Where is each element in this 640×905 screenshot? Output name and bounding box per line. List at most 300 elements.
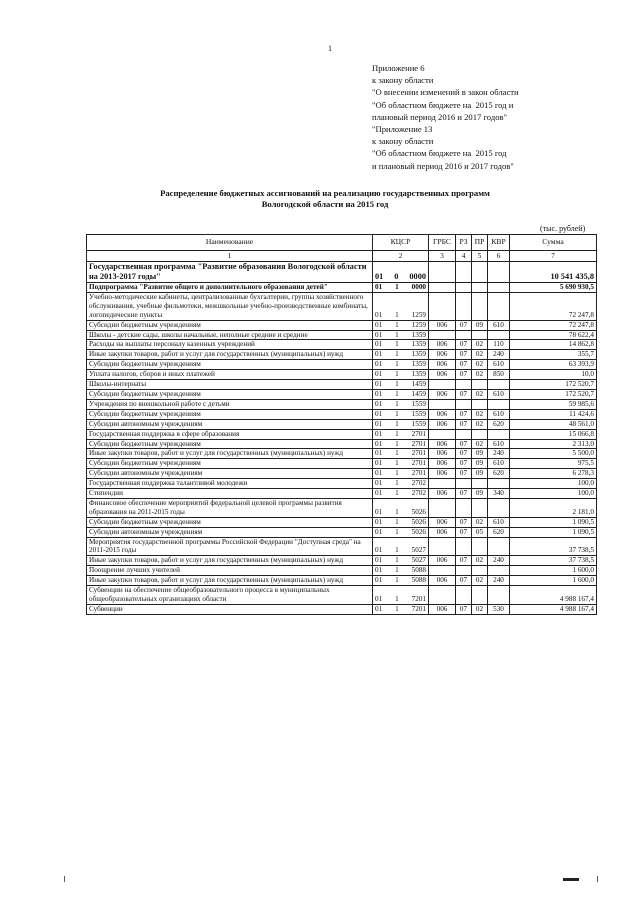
kcsr-code: [375, 595, 426, 604]
row-kvr: 620: [488, 527, 510, 537]
kcsr-part: 1: [395, 604, 399, 613]
row-rz: [456, 479, 472, 489]
kcsr-code: [375, 479, 426, 488]
row-pr: [472, 537, 488, 556]
row-pr: 02: [472, 389, 488, 399]
kcsr-part: 1: [395, 350, 399, 359]
row-name: Учреждения по внешкольной работе с детьми: [87, 399, 373, 409]
kcsr-part: 0000: [411, 283, 426, 291]
row-kvr: 620: [488, 469, 510, 479]
kcsr-code: [375, 508, 426, 517]
kcsr-code: [375, 605, 426, 614]
kcsr-part: 1359: [411, 370, 426, 379]
row-rz: 07: [456, 517, 472, 527]
kcsr-code: [375, 400, 426, 409]
row-pr: [472, 479, 488, 489]
row-grbs: [429, 498, 456, 517]
row-grbs: 006: [429, 527, 456, 537]
row-pr: 02: [472, 439, 488, 449]
row-kvr: [488, 498, 510, 517]
kcsr-part: 2701: [411, 449, 426, 458]
kcsr-part: 1: [395, 419, 399, 428]
row-kcsr: [373, 459, 429, 469]
row-pr: [472, 566, 488, 576]
row-name: Субсидии бюджетным учреждениям: [87, 389, 373, 399]
row-sum: 172 520,7: [510, 389, 597, 399]
row-kvr: [488, 537, 510, 556]
row-sum: 10,0: [510, 370, 597, 380]
table-header-row: [87, 235, 597, 251]
table-row: [87, 517, 597, 527]
table-row: [87, 283, 597, 293]
kcsr-part: 1: [395, 507, 399, 516]
row-kvr: [488, 380, 510, 390]
row-grbs: 006: [429, 459, 456, 469]
row-name: Государственная поддержка в сфере образования: [87, 429, 373, 439]
row-rz: [456, 330, 472, 340]
kcsr-part: 1: [395, 330, 399, 339]
row-rz: 07: [456, 527, 472, 537]
table-row: [87, 439, 597, 449]
row-kcsr: [373, 419, 429, 429]
row-pr: 09: [472, 449, 488, 459]
scan-mark: [597, 876, 598, 882]
row-name: Стипендии: [87, 489, 373, 499]
row-name: Уплата налогов, сборов и иных платежей: [87, 370, 373, 380]
kcsr-part: 2702: [411, 489, 426, 498]
row-name: Финансовое обеспечение мероприятий федеральной целевой программы развития образования на 2011-2015 годы: [87, 498, 373, 517]
row-kvr: [488, 283, 510, 293]
row-name: Иные закупки товаров, работ и услуг для государственных (муниципальных) нужд: [87, 350, 373, 360]
kcsr-code: [375, 449, 426, 458]
appendix-line: и плановый период 2016 и 2017 годов": [372, 160, 514, 171]
row-kcsr: [373, 604, 429, 614]
kcsr-part: 01: [375, 370, 383, 379]
kcsr-code: [375, 459, 426, 468]
table-row: [87, 556, 597, 566]
kcsr-part: 01: [375, 380, 383, 389]
row-pr: 09: [472, 320, 488, 330]
row-pr: [472, 586, 488, 605]
kcsr-part: 1: [395, 310, 399, 319]
kcsr-part: 01: [375, 340, 383, 349]
kcsr-part: 1: [395, 389, 399, 398]
table-row: [87, 409, 597, 419]
row-pr: [472, 498, 488, 517]
kcsr-code: [375, 576, 426, 585]
row-pr: 09: [472, 469, 488, 479]
row-name: Субсидии автономным учреждениям: [87, 419, 373, 429]
kcsr-part: 2701: [411, 439, 426, 448]
row-pr: 05: [472, 527, 488, 537]
scan-mark: [64, 876, 65, 882]
row-name: Школы - детские сады, школы начальные, неполные средние и средние: [87, 330, 373, 340]
row-sum: 5 500,0: [510, 449, 597, 459]
kcsr-part: 5026: [411, 517, 426, 526]
header-rz: РЗ: [456, 235, 472, 251]
header-kvr: КВР: [488, 235, 510, 251]
column-numbers-row: [87, 251, 597, 262]
table-row: [87, 459, 597, 469]
column-number: 4: [456, 251, 472, 262]
row-pr: 09: [472, 489, 488, 499]
appendix-line: к закону области: [372, 136, 434, 147]
row-name: Субсидии бюджетным учреждениям: [87, 320, 373, 330]
row-name: Субсидии бюджетным учреждениям: [87, 409, 373, 419]
row-name: Государственная поддержка талантливой молодежи: [87, 479, 373, 489]
row-rz: 07: [456, 439, 472, 449]
row-kcsr: [373, 399, 429, 409]
row-sum: 15 066,8: [510, 429, 597, 439]
row-grbs: 006: [429, 360, 456, 370]
row-kcsr: [373, 489, 429, 499]
row-sum: 172 520,7: [510, 380, 597, 390]
row-rz: 07: [456, 459, 472, 469]
row-kvr: 240: [488, 576, 510, 586]
row-pr: [472, 330, 488, 340]
kcsr-code: [375, 440, 426, 449]
row-name: Субсидии бюджетным учреждениям: [87, 439, 373, 449]
kcsr-part: 1559: [411, 399, 426, 408]
row-kcsr: [373, 370, 429, 380]
row-rz: 07: [456, 469, 472, 479]
kcsr-code: [375, 390, 426, 399]
row-kcsr: [373, 350, 429, 360]
row-kvr: 610: [488, 409, 510, 419]
row-grbs: 006: [429, 350, 456, 360]
appendix-line: "Об областном бюджете на 2015 год и: [372, 99, 514, 110]
row-kcsr: [373, 479, 429, 489]
table-row: [87, 469, 597, 479]
row-pr: 02: [472, 419, 488, 429]
row-pr: [472, 429, 488, 439]
row-kvr: 110: [488, 340, 510, 350]
kcsr-code: [375, 546, 426, 555]
row-grbs: [429, 292, 456, 320]
row-grbs: 006: [429, 340, 456, 350]
appendix-line: к закону области: [372, 75, 434, 86]
row-kcsr: [373, 320, 429, 330]
row-name: Подпрограмма "Развитие общего и дополнительного образования детей": [87, 283, 373, 293]
row-rz: 07: [456, 370, 472, 380]
row-sum: 48 561,0: [510, 419, 597, 429]
kcsr-part: 5026: [411, 507, 426, 516]
row-pr: 02: [472, 360, 488, 370]
row-grbs: 006: [429, 517, 456, 527]
row-name: Субсидии автономным учреждениям: [87, 469, 373, 479]
kcsr-part: 01: [375, 469, 383, 478]
row-sum: 72 247,8: [510, 320, 597, 330]
row-grbs: 006: [429, 576, 456, 586]
kcsr-part: 01: [375, 517, 383, 526]
row-sum: 975,5: [510, 459, 597, 469]
row-name: Субсидии автономным учреждениям: [87, 527, 373, 537]
row-rz: 07: [456, 419, 472, 429]
row-pr: 09: [472, 459, 488, 469]
row-sum: 72 247,8: [510, 292, 597, 320]
row-grbs: [429, 537, 456, 556]
row-rz: [456, 566, 472, 576]
row-kvr: 850: [488, 370, 510, 380]
row-grbs: [429, 429, 456, 439]
row-pr: 02: [472, 604, 488, 614]
row-kvr: [488, 262, 510, 283]
row-kvr: 620: [488, 419, 510, 429]
column-number: 6: [488, 251, 510, 262]
row-sum: 1 600,0: [510, 576, 597, 586]
kcsr-part: 1: [395, 489, 399, 498]
row-kcsr: [373, 586, 429, 605]
title-line-1: Распределение бюджетных ассигнований на реализацию государственных программ: [160, 188, 490, 198]
row-rz: 07: [456, 409, 472, 419]
kcsr-part: 01: [375, 546, 383, 555]
table-row: [87, 350, 597, 360]
kcsr-part: 0000: [409, 272, 426, 281]
kcsr-code: [375, 283, 426, 292]
kcsr-part: 1: [395, 566, 399, 575]
title-line-2: Вологодской области на 2015 год: [261, 199, 389, 209]
row-sum: 59 985,6: [510, 399, 597, 409]
kcsr-code: [375, 566, 426, 575]
row-grbs: [429, 399, 456, 409]
row-name: Государственная программа "Развитие образования Вологодской области на 2013-2017 годы": [87, 262, 373, 283]
kcsr-part: 2701: [411, 459, 426, 468]
kcsr-part: 01: [375, 479, 383, 488]
table-row: [87, 320, 597, 330]
row-kvr: 610: [488, 360, 510, 370]
row-kcsr: [373, 556, 429, 566]
appendix-line: плановый период 2016 и 2017 годов": [372, 111, 508, 122]
row-rz: [456, 283, 472, 293]
row-rz: [456, 292, 472, 320]
row-kcsr: [373, 409, 429, 419]
table-row: [87, 449, 597, 459]
row-name: Мероприятия государственной программы Российской Федерации "Доступная среда" на 2011-2015 годы: [87, 537, 373, 556]
kcsr-code: [375, 350, 426, 359]
kcsr-code: [375, 340, 426, 349]
row-rz: [456, 498, 472, 517]
kcsr-part: 5088: [411, 576, 426, 585]
row-name: Субсидии бюджетным учреждениям: [87, 459, 373, 469]
row-grbs: 006: [429, 320, 456, 330]
row-pr: 02: [472, 576, 488, 586]
kcsr-part: 1359: [411, 330, 426, 339]
table-row: [87, 419, 597, 429]
table-row: [87, 489, 597, 499]
row-kvr: 340: [488, 489, 510, 499]
kcsr-part: 1: [395, 360, 399, 369]
row-sum: 11 424,6: [510, 409, 597, 419]
kcsr-code: [375, 430, 426, 439]
kcsr-part: 1359: [411, 340, 426, 349]
row-grbs: 006: [429, 469, 456, 479]
kcsr-part: 1: [395, 439, 399, 448]
kcsr-part: 1: [395, 479, 399, 488]
row-grbs: 006: [429, 449, 456, 459]
kcsr-part: 1: [395, 429, 399, 438]
table-row: [87, 604, 597, 614]
row-kvr: 530: [488, 604, 510, 614]
row-rz: 07: [456, 489, 472, 499]
kcsr-part: 0: [394, 272, 399, 281]
row-rz: 07: [456, 576, 472, 586]
budget-table: [86, 234, 597, 615]
row-name: Субвенции на обеспечение общеобразовательного процесса в муниципальных общеобразовательных организациях области: [87, 586, 373, 605]
kcsr-code: [375, 410, 426, 419]
kcsr-part: 01: [375, 283, 383, 291]
row-rz: [456, 380, 472, 390]
row-grbs: 006: [429, 489, 456, 499]
table-row: [87, 380, 597, 390]
kcsr-part: 5088: [411, 566, 426, 575]
row-pr: 02: [472, 409, 488, 419]
column-number: 3: [429, 251, 456, 262]
row-sum: 14 862,8: [510, 340, 597, 350]
header-kcsr: КЦСР: [373, 235, 429, 251]
row-kvr: 610: [488, 517, 510, 527]
row-sum: 63 393,9: [510, 360, 597, 370]
row-rz: 07: [456, 340, 472, 350]
row-kvr: [488, 566, 510, 576]
row-name: Расходы на выплаты персоналу казенных учреждений: [87, 340, 373, 350]
row-rz: [456, 429, 472, 439]
row-kcsr: [373, 389, 429, 399]
row-kcsr: [373, 283, 429, 293]
row-grbs: 006: [429, 409, 456, 419]
barcode-mark: [563, 878, 579, 881]
row-kvr: 240: [488, 556, 510, 566]
table-row: [87, 479, 597, 489]
kcsr-code: [375, 518, 426, 527]
kcsr-part: 01: [375, 399, 383, 408]
kcsr-part: 1: [395, 517, 399, 526]
table-row: [87, 576, 597, 586]
row-kvr: [488, 330, 510, 340]
kcsr-part: 01: [375, 310, 383, 319]
row-kcsr: [373, 566, 429, 576]
row-rz: [456, 399, 472, 409]
kcsr-part: 1: [395, 380, 399, 389]
row-kcsr: [373, 469, 429, 479]
row-grbs: [429, 262, 456, 283]
row-pr: [472, 283, 488, 293]
row-rz: 07: [456, 360, 472, 370]
row-name: Поощрение лучших учителей: [87, 566, 373, 576]
kcsr-part: 1: [395, 459, 399, 468]
row-rz: 07: [456, 449, 472, 459]
kcsr-code: [375, 311, 426, 320]
row-grbs: 006: [429, 419, 456, 429]
column-number: 1: [87, 251, 373, 262]
table-row: [87, 429, 597, 439]
row-kcsr: [373, 449, 429, 459]
table-row: [87, 262, 597, 283]
row-grbs: 006: [429, 439, 456, 449]
row-kvr: 610: [488, 439, 510, 449]
kcsr-part: 1: [395, 576, 399, 585]
row-kvr: 240: [488, 449, 510, 459]
kcsr-part: 1259: [411, 320, 426, 329]
kcsr-code: [375, 528, 426, 537]
kcsr-part: 01: [375, 419, 383, 428]
kcsr-code: [375, 420, 426, 429]
appendix-reference: [372, 62, 519, 172]
kcsr-part: 01: [375, 360, 383, 369]
row-kcsr: [373, 429, 429, 439]
row-kvr: 610: [488, 320, 510, 330]
row-grbs: [429, 566, 456, 576]
row-name: Учебно-методические кабинеты, централизованные бухгалтерии, группы хозяйственного обслуживания, учебные фильмотеки, межшкольные учебно-производственные комбинаты, логопедические пункты: [87, 292, 373, 320]
kcsr-code: [375, 331, 426, 340]
kcsr-part: 1259: [411, 310, 426, 319]
row-grbs: [429, 283, 456, 293]
table-row: [87, 389, 597, 399]
kcsr-part: 1: [395, 469, 399, 478]
table-row: [87, 586, 597, 605]
table-row: [87, 370, 597, 380]
kcsr-part: 1459: [411, 389, 426, 398]
kcsr-code: [375, 380, 426, 389]
kcsr-part: 1: [395, 449, 399, 458]
row-sum: 37 738,5: [510, 556, 597, 566]
kcsr-part: 1: [395, 546, 399, 555]
row-sum: 355,7: [510, 350, 597, 360]
row-rz: 07: [456, 350, 472, 360]
kcsr-part: 1359: [411, 350, 426, 359]
row-sum: 100,0: [510, 489, 597, 499]
row-kvr: [488, 399, 510, 409]
row-kvr: 240: [488, 350, 510, 360]
kcsr-part: 1: [395, 283, 399, 291]
row-kcsr: [373, 380, 429, 390]
appendix-line: "Об областном бюджете на 2015 год: [372, 148, 507, 159]
row-kcsr: [373, 262, 429, 283]
kcsr-part: 1459: [411, 380, 426, 389]
row-kvr: [488, 429, 510, 439]
kcsr-code: [375, 272, 426, 282]
row-kvr: [488, 292, 510, 320]
row-kcsr: [373, 517, 429, 527]
kcsr-part: 01: [375, 556, 383, 565]
kcsr-part: 01: [375, 409, 383, 418]
row-grbs: 006: [429, 370, 456, 380]
table-row: [87, 566, 597, 576]
row-sum: 4 988 167,4: [510, 586, 597, 605]
row-kcsr: [373, 527, 429, 537]
kcsr-part: 01: [375, 389, 383, 398]
row-kcsr: [373, 340, 429, 350]
kcsr-part: 01: [375, 507, 383, 516]
kcsr-part: 5026: [411, 527, 426, 536]
kcsr-part: 7201: [411, 595, 426, 603]
kcsr-part: 1559: [411, 419, 426, 428]
row-name: Иные закупки товаров, работ и услуг для государственных (муниципальных) нужд: [87, 449, 373, 459]
row-pr: 02: [472, 517, 488, 527]
kcsr-part: 1: [395, 556, 399, 565]
table-row: [87, 399, 597, 409]
units-label: (тыс. рублей): [540, 224, 586, 233]
kcsr-code: [375, 321, 426, 330]
kcsr-part: 01: [375, 320, 383, 329]
kcsr-part: 01: [375, 566, 383, 575]
row-kcsr: [373, 576, 429, 586]
kcsr-part: 2701: [411, 469, 426, 478]
row-pr: 02: [472, 340, 488, 350]
row-grbs: [429, 586, 456, 605]
row-kvr: [488, 586, 510, 605]
kcsr-part: 01: [375, 272, 384, 281]
kcsr-part: 1: [395, 399, 399, 408]
